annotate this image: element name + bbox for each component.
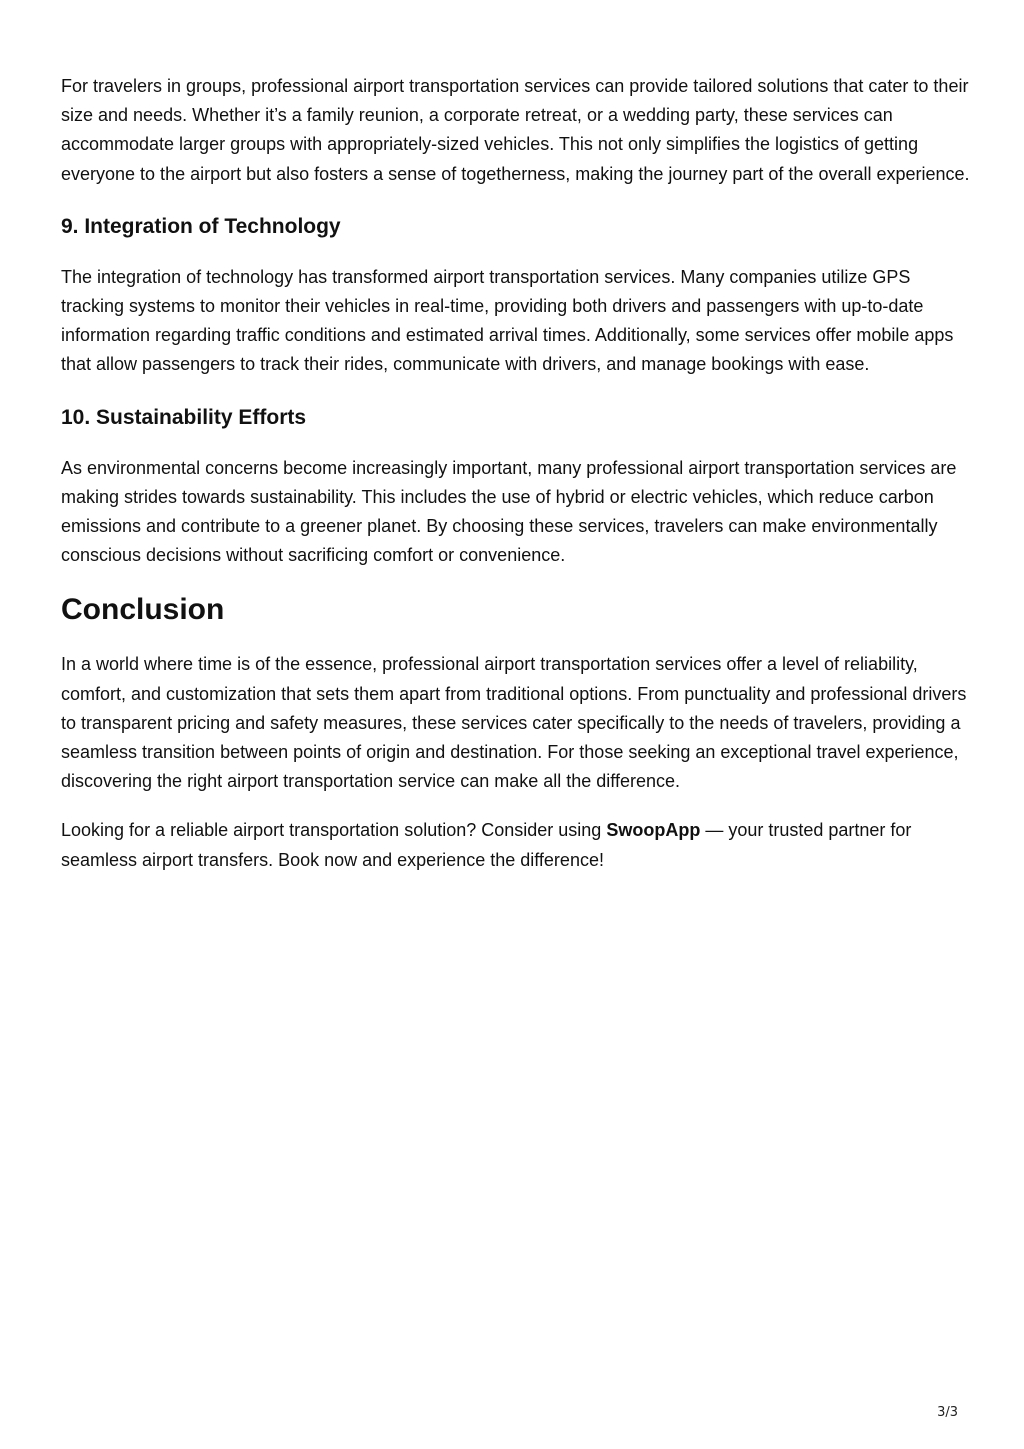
- section-paragraph-sustainability: As environmental concerns become increasingly important, many professional airport transportation services are making strides towards sustainability. This includes the use of hybrid or electric vehicles, which reduce carbon emissions and contribute to a greener planet. By choosing these services, travelers can make environmentally conscious decisions without sacrificing comfort or convenience.: [61, 457, 957, 566]
- cta-text-before: Looking for a reliable airport transportation solution? Consider using: [61, 820, 607, 841]
- page-number: 3/3: [937, 1405, 958, 1420]
- brand-name: SwoopApp: [606, 820, 701, 841]
- document-page: [61, 72, 971, 875]
- call-to-action-paragraph: [61, 816, 971, 874]
- cta-text-after: — your trusted partner for seamless airport transfers. Book now and experience the difference!: [61, 820, 912, 870]
- section-heading-technology: 9. Integration of Technology: [61, 214, 341, 238]
- section-paragraph-technology: The integration of technology has transformed airport transportation services. Many companies utilize GPS tracking systems to monitor their vehicles in real-time, providing both drivers and passengers with up-to-date information regarding traffic conditions and estimated arrival times. Additionally, some services offer mobile apps that allow passengers to track their rides, communicate with drivers, and manage bookings with ease.: [61, 266, 954, 375]
- section-heading-sustainability: 10. Sustainability Efforts: [61, 405, 307, 429]
- conclusion-paragraph: In a world where time is of the essence, professional airport transportation services offer a level of reliability, comfort, and customization that sets them apart from traditional options. From punctuality and professional drivers to transparent pricing and safety measures, these services cater specifically to the needs of travelers, providing a seamless transition between points of origin and destination. For those seeking an exceptional travel experience, discovering the right airport transportation service can make all the difference.: [61, 654, 967, 792]
- conclusion-heading: Conclusion: [61, 593, 225, 627]
- intro-paragraph: For travelers in groups, professional airport transportation services can provide tailored solutions that cater to their size and needs. Whether it’s a family reunion, a corporate retreat, or a wedding party, these services can accommodate larger groups with appropriately-sized vehicles. This not only simplifies the logistics of getting everyone to the airport but also fosters a sense of togetherness, making the journey part of the overall experience.: [61, 76, 970, 184]
